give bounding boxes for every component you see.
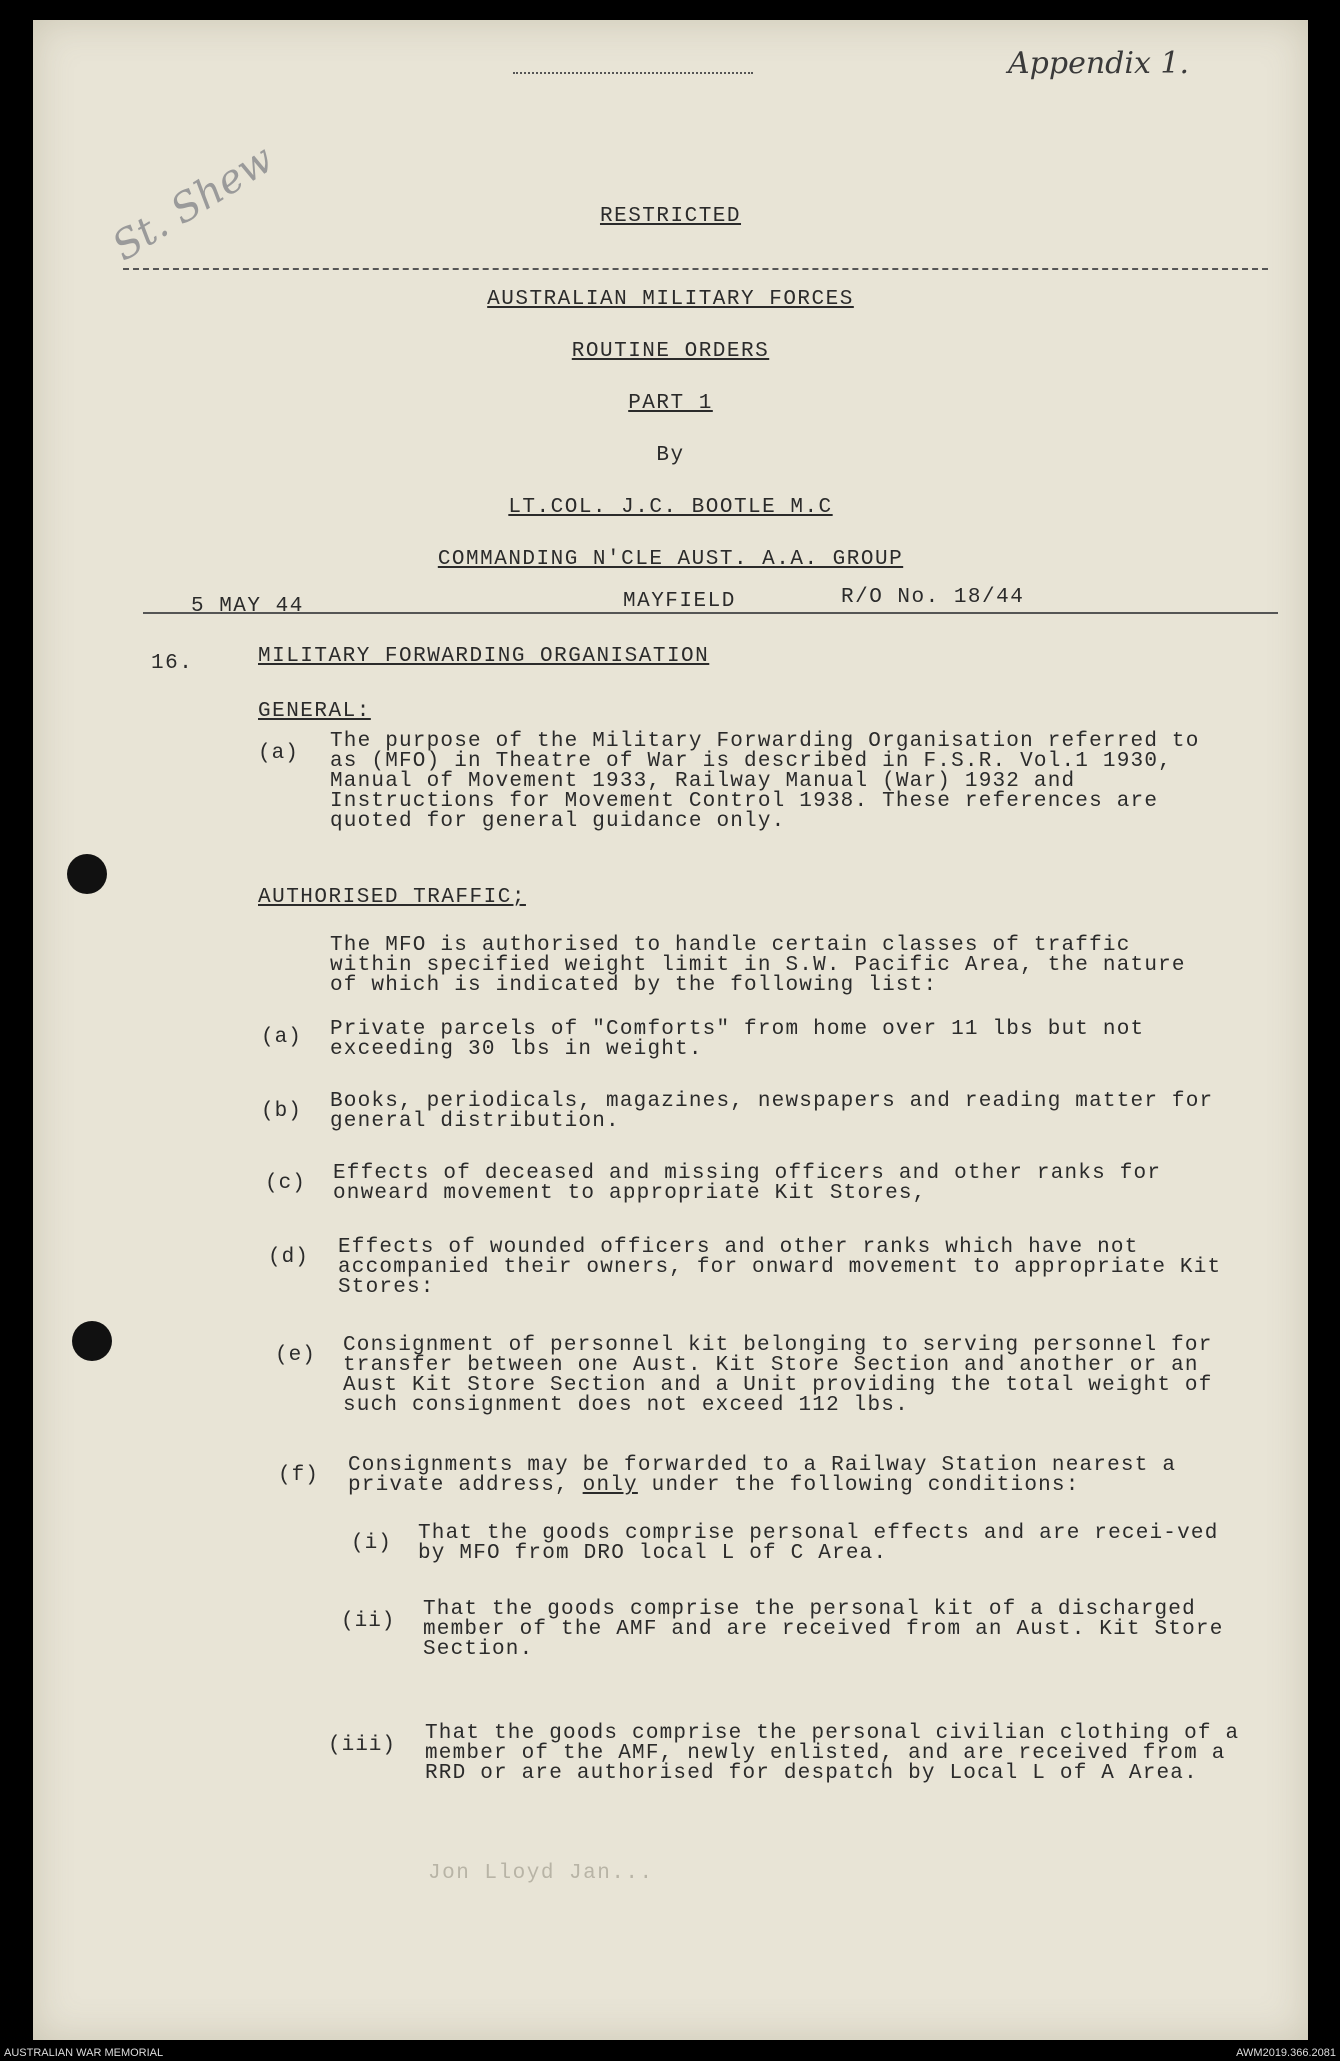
item-c-text: Effects of deceased and missing officers and other ranks for onweard movement to appropriate Kit Stores, <box>333 1162 1175 1205</box>
footer-left: AUSTRALIAN WAR MEMORIAL <box>4 2047 164 2059</box>
traffic-heading: AUTHORISED TRAFFIC; <box>258 886 526 909</box>
traffic-intro: The MFO is authorised to handle certain classes of traffic within specified weight limit in S.W. Pacific Area, the nature of which is indicated by the following list: <box>330 934 1200 997</box>
officer-name: LT.COL. J.C. BOOTLE M.C <box>508 496 833 519</box>
subitem-ii-label: (ii) <box>341 1610 396 1633</box>
item-c-label: (c) <box>265 1172 306 1195</box>
by-line: By <box>656 444 685 467</box>
separator-line <box>123 268 1268 270</box>
subitem-i-label: (i) <box>351 1532 392 1555</box>
item-f-label: (f) <box>278 1464 319 1487</box>
item-a-text: Private parcels of "Comforts" from home over 11 lbs but not exceeding 30 lbs in weight. <box>330 1018 1159 1061</box>
order-date: 5 MAY 44 <box>191 595 304 618</box>
item-f-text-pre: Consignments may be forwarded to a Railway Station nearest a private address, <box>348 1454 1190 1497</box>
item-b-text: Books, periodicals, magazines, newspapers and reading matter for general distribution. <box>330 1090 1228 1133</box>
section-number: 16. <box>151 652 194 675</box>
part-heading: PART 1 <box>628 392 713 415</box>
item-e-text: Consignment of personnel kit belonging to serving personnel for transfer between one Aust. Kit Store Section and another or an Aust Kit Store Section and a Unit providing the total weight of such consignment does not exceed 112 lbs. <box>343 1334 1227 1417</box>
item-b-label: (b) <box>261 1100 302 1123</box>
document-page <box>33 20 1308 2040</box>
doc-type-heading: ROUTINE ORDERS <box>571 340 770 363</box>
general-a-label: (a) <box>258 742 299 765</box>
item-e-label: (e) <box>275 1344 316 1367</box>
footer-right: AWM2019.366.2081 <box>1236 2047 1336 2059</box>
org-heading: AUSTRALIAN MILITARY FORCES <box>487 288 854 311</box>
item-f-text <box>348 1456 1248 1496</box>
item-f-only: only <box>582 1474 638 1497</box>
ro-number: R/O No. 18/44 <box>841 586 1025 609</box>
faint-bleed-through-text: Jon Lloyd Jan... <box>428 1862 654 1885</box>
handwritten-signature: St. Shew <box>104 135 282 271</box>
subitem-ii-text: That the goods comprise the personal kit of a discharged member of the AMF and are received from an Aust. Kit Store Section. <box>423 1598 1238 1661</box>
item-f-text-post: under the following conditions: <box>637 1474 1080 1497</box>
appendix-annotation: Appendix 1. <box>1008 46 1190 81</box>
item-d-label: (d) <box>268 1246 309 1269</box>
section-title: MILITARY FORWARDING ORGANISATION <box>258 645 710 668</box>
general-a-text: The purpose of the Military Forwarding Organisation referred to as (MFO) in Theatre of War is described in F.S.R. Vol.1 1930, Manual of Movement 1933, Railway Manual (War) 1932 and Instructions for Movement Control 1938. These references are quoted for general guidance only. <box>330 730 1214 833</box>
date-rule-line <box>143 612 1278 614</box>
classification-heading: RESTRICTED <box>599 205 742 228</box>
item-a-label: (a) <box>261 1026 302 1049</box>
command-line: COMMANDING N'CLE AUST. A.A. GROUP <box>437 548 904 571</box>
general-heading: GENERAL: <box>258 700 371 723</box>
punch-hole-top <box>67 854 107 894</box>
subitem-i-text: That the goods comprise personal effects and are recei-ved by MFO from DRO local L of C Area. <box>418 1522 1233 1565</box>
item-d-text: Effects of wounded officers and other ranks which have not accompanied their owners, for onward movement to appropriate Kit Stores: <box>338 1236 1236 1299</box>
top-tear-line <box>513 72 753 74</box>
order-place: MAYFIELD <box>623 590 736 613</box>
subitem-iii-text: That the goods comprise the personal civilian clothing of a member of the AMF, newly enlisted, and are received from a RRD or are authorised for despatch by Local L of A Area. <box>425 1722 1254 1785</box>
punch-hole-bottom <box>72 1321 112 1361</box>
subitem-iii-label: (iii) <box>328 1734 397 1757</box>
